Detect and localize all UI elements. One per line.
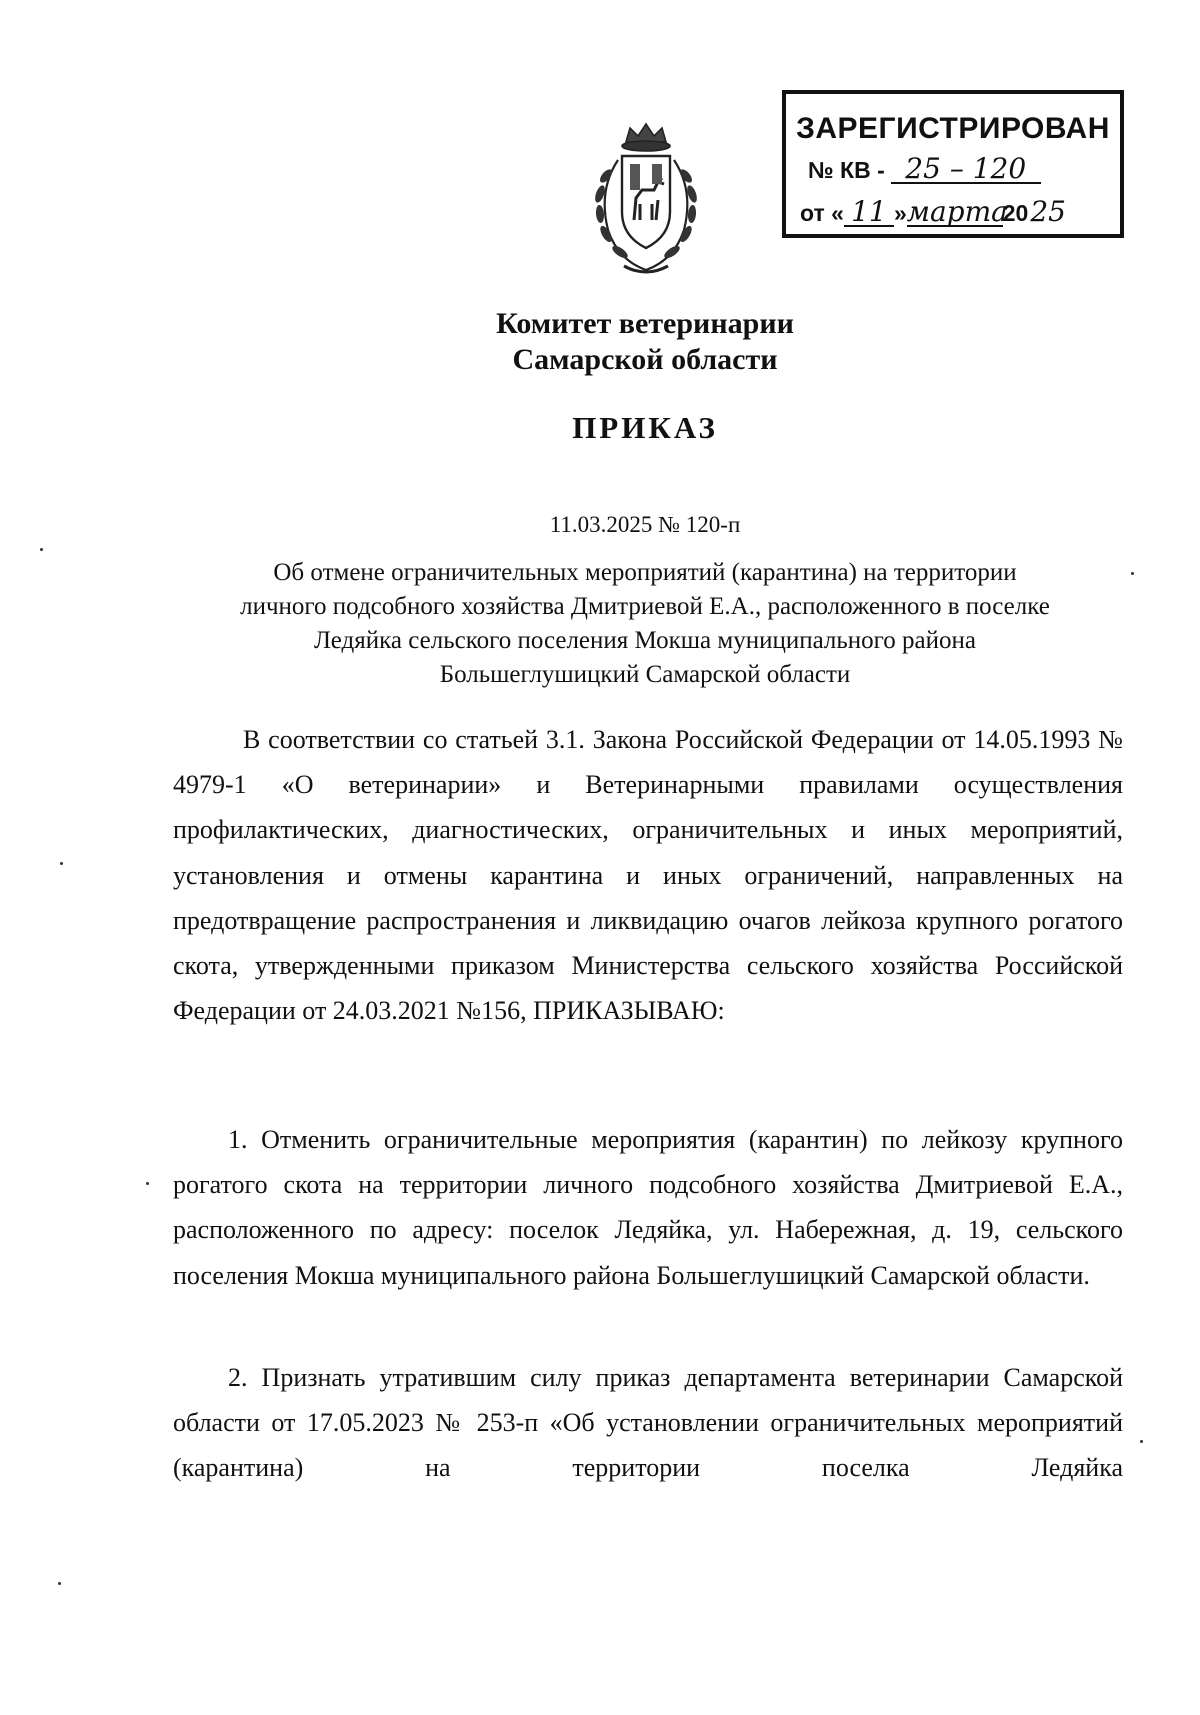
clause-1-paragraph (173, 1117, 1123, 1298)
stamp-date-row (800, 195, 1066, 228)
stamp-title: ЗАРЕГИСТРИРОВАН (796, 112, 1110, 145)
title-line: Об отмене ограничительных мероприятий (карантина) на территории (273, 559, 1017, 586)
scan-speck (1131, 572, 1134, 575)
stamp-day-handwritten: 11 (844, 199, 894, 227)
registration-stamp (782, 90, 1124, 238)
title-line: Ледяйка сельского поселения Мокша муниципального района (313, 627, 977, 654)
title-line: Большеглушицкий Самарской области (439, 661, 851, 688)
stamp-number-handwritten: 25 – 120 (891, 156, 1041, 184)
stamp-date-prefix: от « (800, 200, 844, 226)
stamp-year-prefix: 20 (1002, 200, 1029, 226)
order-title (0, 556, 1200, 692)
title-line: личного подсобного хозяйства Дмитриевой Е.А., расположенного в поселке (240, 593, 1050, 620)
coat-of-arms-emblem (578, 120, 714, 280)
paragraph-text: В соответствии со статьей 3.1. Закона Российской Федерации от 14.05.1993 № 4979-1 «О ветеринарии» и Ветеринарными правилами осуществления профилактических, диагностических, ограничительных и иных мероприятий, установления и отмены карантина и иных ограничений, направленных на предотвращение распространения и ликвидацию очагов лейкоза крупного рогатого скота, утвержденными приказом Министерства сельского хозяйства Российской Федерации от 24.03.2021 №156, ПРИКАЗЫВАЮ: (173, 725, 1123, 1026)
preamble-paragraph (173, 717, 1123, 1033)
scan-speck (40, 548, 43, 551)
organization-name-line2: Самарской области (512, 343, 778, 376)
scan-speck (60, 862, 63, 865)
stamp-date-mid: » (893, 200, 907, 226)
stamp-number-row (808, 152, 1041, 185)
paragraph-text: 1. Отменить ограничительные мероприятия (карантин) по лейкозу крупного рогатого скота на территории личного подсобного хозяйства Дмитриевой Е.А., расположенного по адресу: поселок Ледяйка, ул. Набережная, д. 19, сельского поселения Мокша муниципального района Большеглушицкий Самарской области. (173, 1125, 1123, 1290)
scan-speck (146, 1182, 149, 1185)
clause-2-paragraph (173, 1355, 1123, 1491)
document-type: ПРИКАЗ (572, 410, 718, 445)
stamp-year-handwritten: 25 (1030, 195, 1066, 228)
organization-name-line1: Комитет ветеринарии (496, 307, 794, 340)
stamp-number-prefix: № КВ - (808, 157, 885, 183)
stamp-month-handwritten: марта (906, 195, 1008, 228)
order-date-number: 11.03.2025 № 120-п (549, 512, 741, 537)
paragraph-text: 2. Признать утратившим силу приказ департамента ветеринарии Самарской области от 17.05.2023 № 253-п «Об установлении ограничительных мероприятий (карантина) на территории поселка Ледяйка (173, 1363, 1123, 1483)
scan-speck (1140, 1440, 1143, 1443)
scan-speck (58, 1582, 61, 1585)
